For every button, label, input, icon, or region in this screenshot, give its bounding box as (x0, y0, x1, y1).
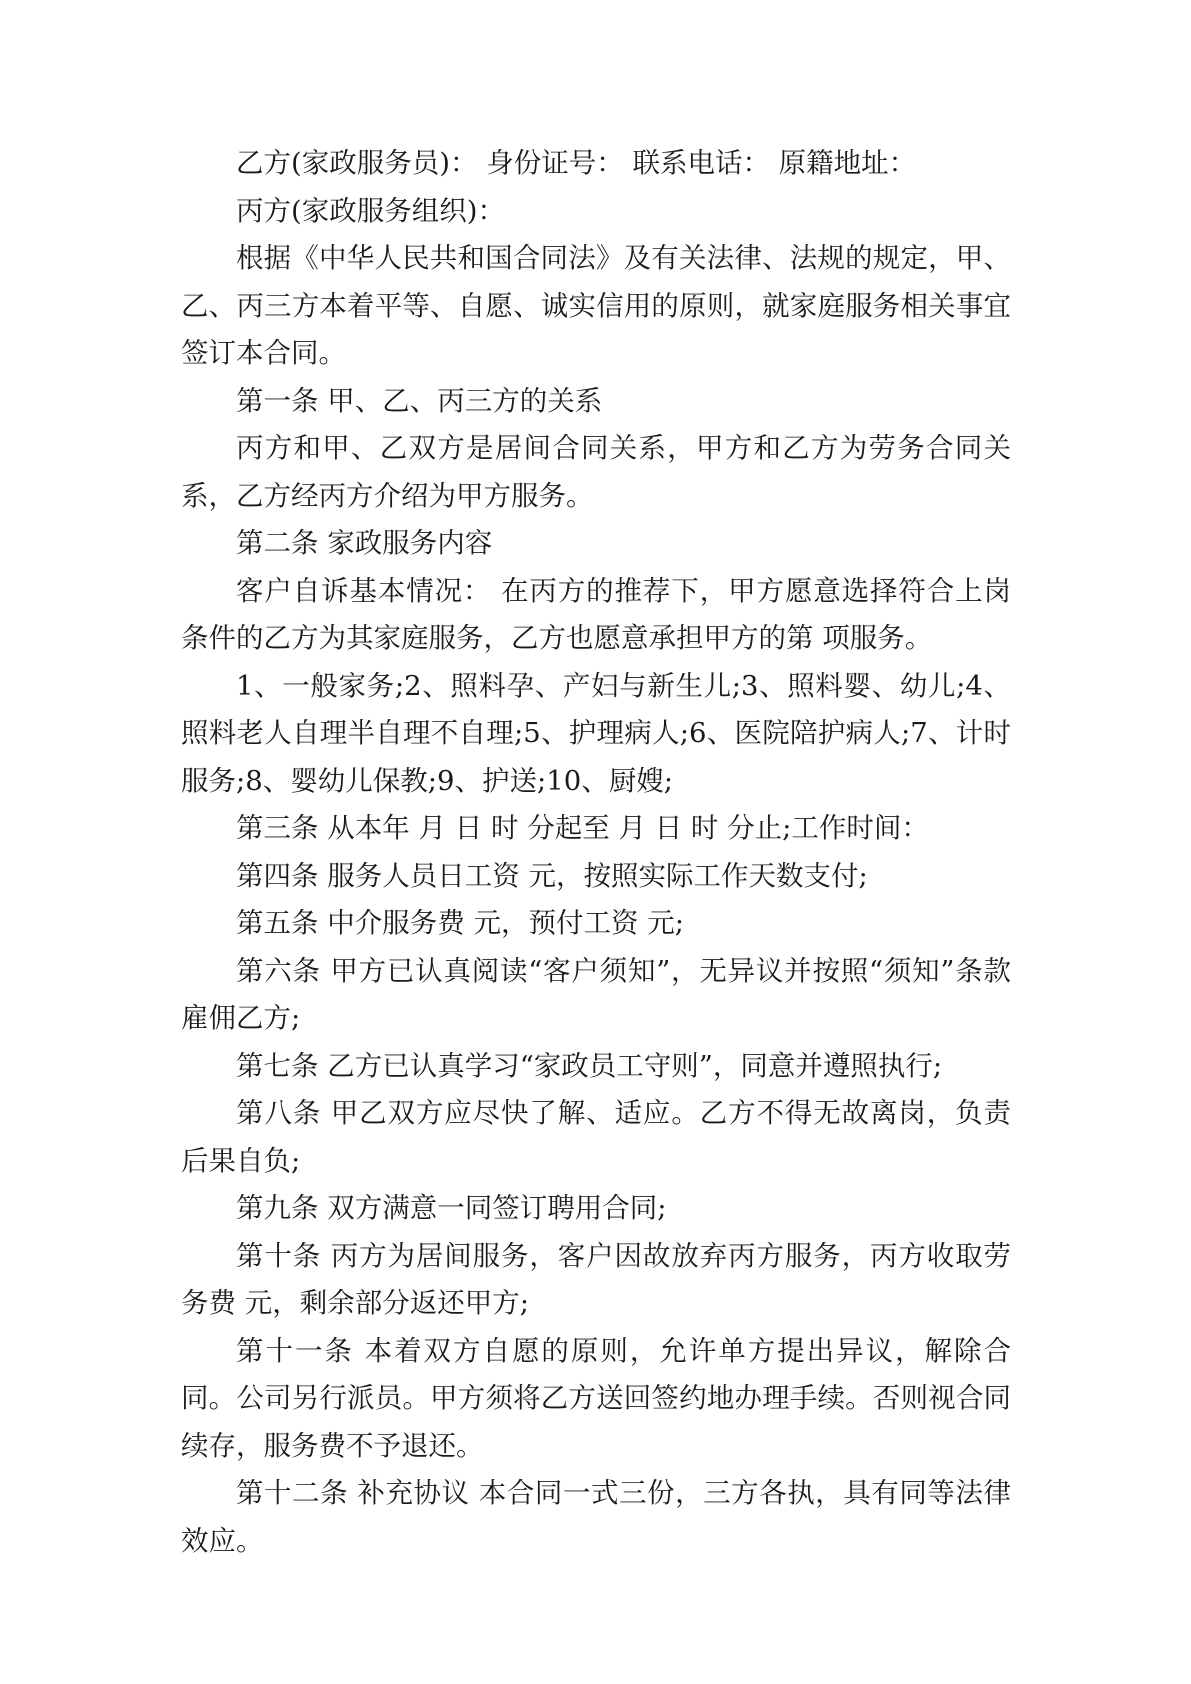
article-6: 第六条 甲方已认真阅读“客户须知”，无异议并按照“须知”条款雇佣乙方; (181, 954, 1011, 1034)
party-b-info: 乙方(家政服务员)： 身份证号： 联系电话： 原籍地址： (236, 147, 917, 179)
article-1-heading: 第一条 甲、乙、丙三方的关系 (236, 384, 603, 417)
article-4: 第四条 服务人员日工资 元，按照实际工作天数支付; (236, 859, 868, 892)
article-2-heading: 第二条 家政服务内容 (236, 527, 493, 559)
service-items-list: 1、一般家务;2、照料孕、产妇与新生儿;3、照料婴、幼儿;4、照料老人自理半自理不自理;5、护理病人;6、医院陪护病人;7、计时服务;8、婴幼儿保教;9、护送;10、厨嫂; (181, 669, 1011, 797)
contract-body (181, 140, 1011, 1565)
article-1-body: 丙方和甲、乙双方是居间合同关系，甲方和乙方为劳务合同关系，乙方经丙方介绍为甲方服务。 (181, 432, 1011, 512)
article-7: 第七条 乙方已认真学习“家政员工守则”，同意并遵照执行; (236, 1049, 943, 1082)
article-11: 第十一条 本着双方自愿的原则，允许单方提出异议，解除合同。公司另行派员。甲方须将乙方送回签约地办理手续。否则视合同续存，服务费不予退还。 (181, 1334, 1011, 1462)
article-3: 第三条 从本年 月 日 时 分起至 月 日 时 分止;工作时间： (236, 812, 929, 844)
article-9: 第九条 双方满意一同签订聘用合同; (236, 1192, 667, 1224)
article-5: 第五条 中介服务费 元，预付工资 元; (236, 907, 684, 939)
article-10: 第十条 丙方为居间服务，客户因故放弃丙方服务，丙方收取劳务费 元，剩余部分返还甲方; (181, 1239, 1011, 1319)
preamble-paragraph: 根据《中华人民共和国合同法》及有关法律、法规的规定，甲、乙、丙三方本着平等、自愿、诚实信用的原则，就家庭服务相关事宜签订本合同。 (181, 242, 1011, 369)
party-c-info: 丙方(家政服务组织)： (236, 194, 505, 227)
article-12: 第十二条 补充协议 本合同一式三份，三方各执，具有同等法律效应。 (181, 1477, 1011, 1557)
article-2-body: 客户自诉基本情况： 在丙方的推荐下，甲方愿意选择符合上岗条件的乙方为其家庭服务，乙方也愿意承担甲方的第 项服务。 (181, 574, 1011, 654)
article-8: 第八条 甲乙双方应尽快了解、适应。乙方不得无故离岗，负责后果自负; (181, 1097, 1011, 1177)
